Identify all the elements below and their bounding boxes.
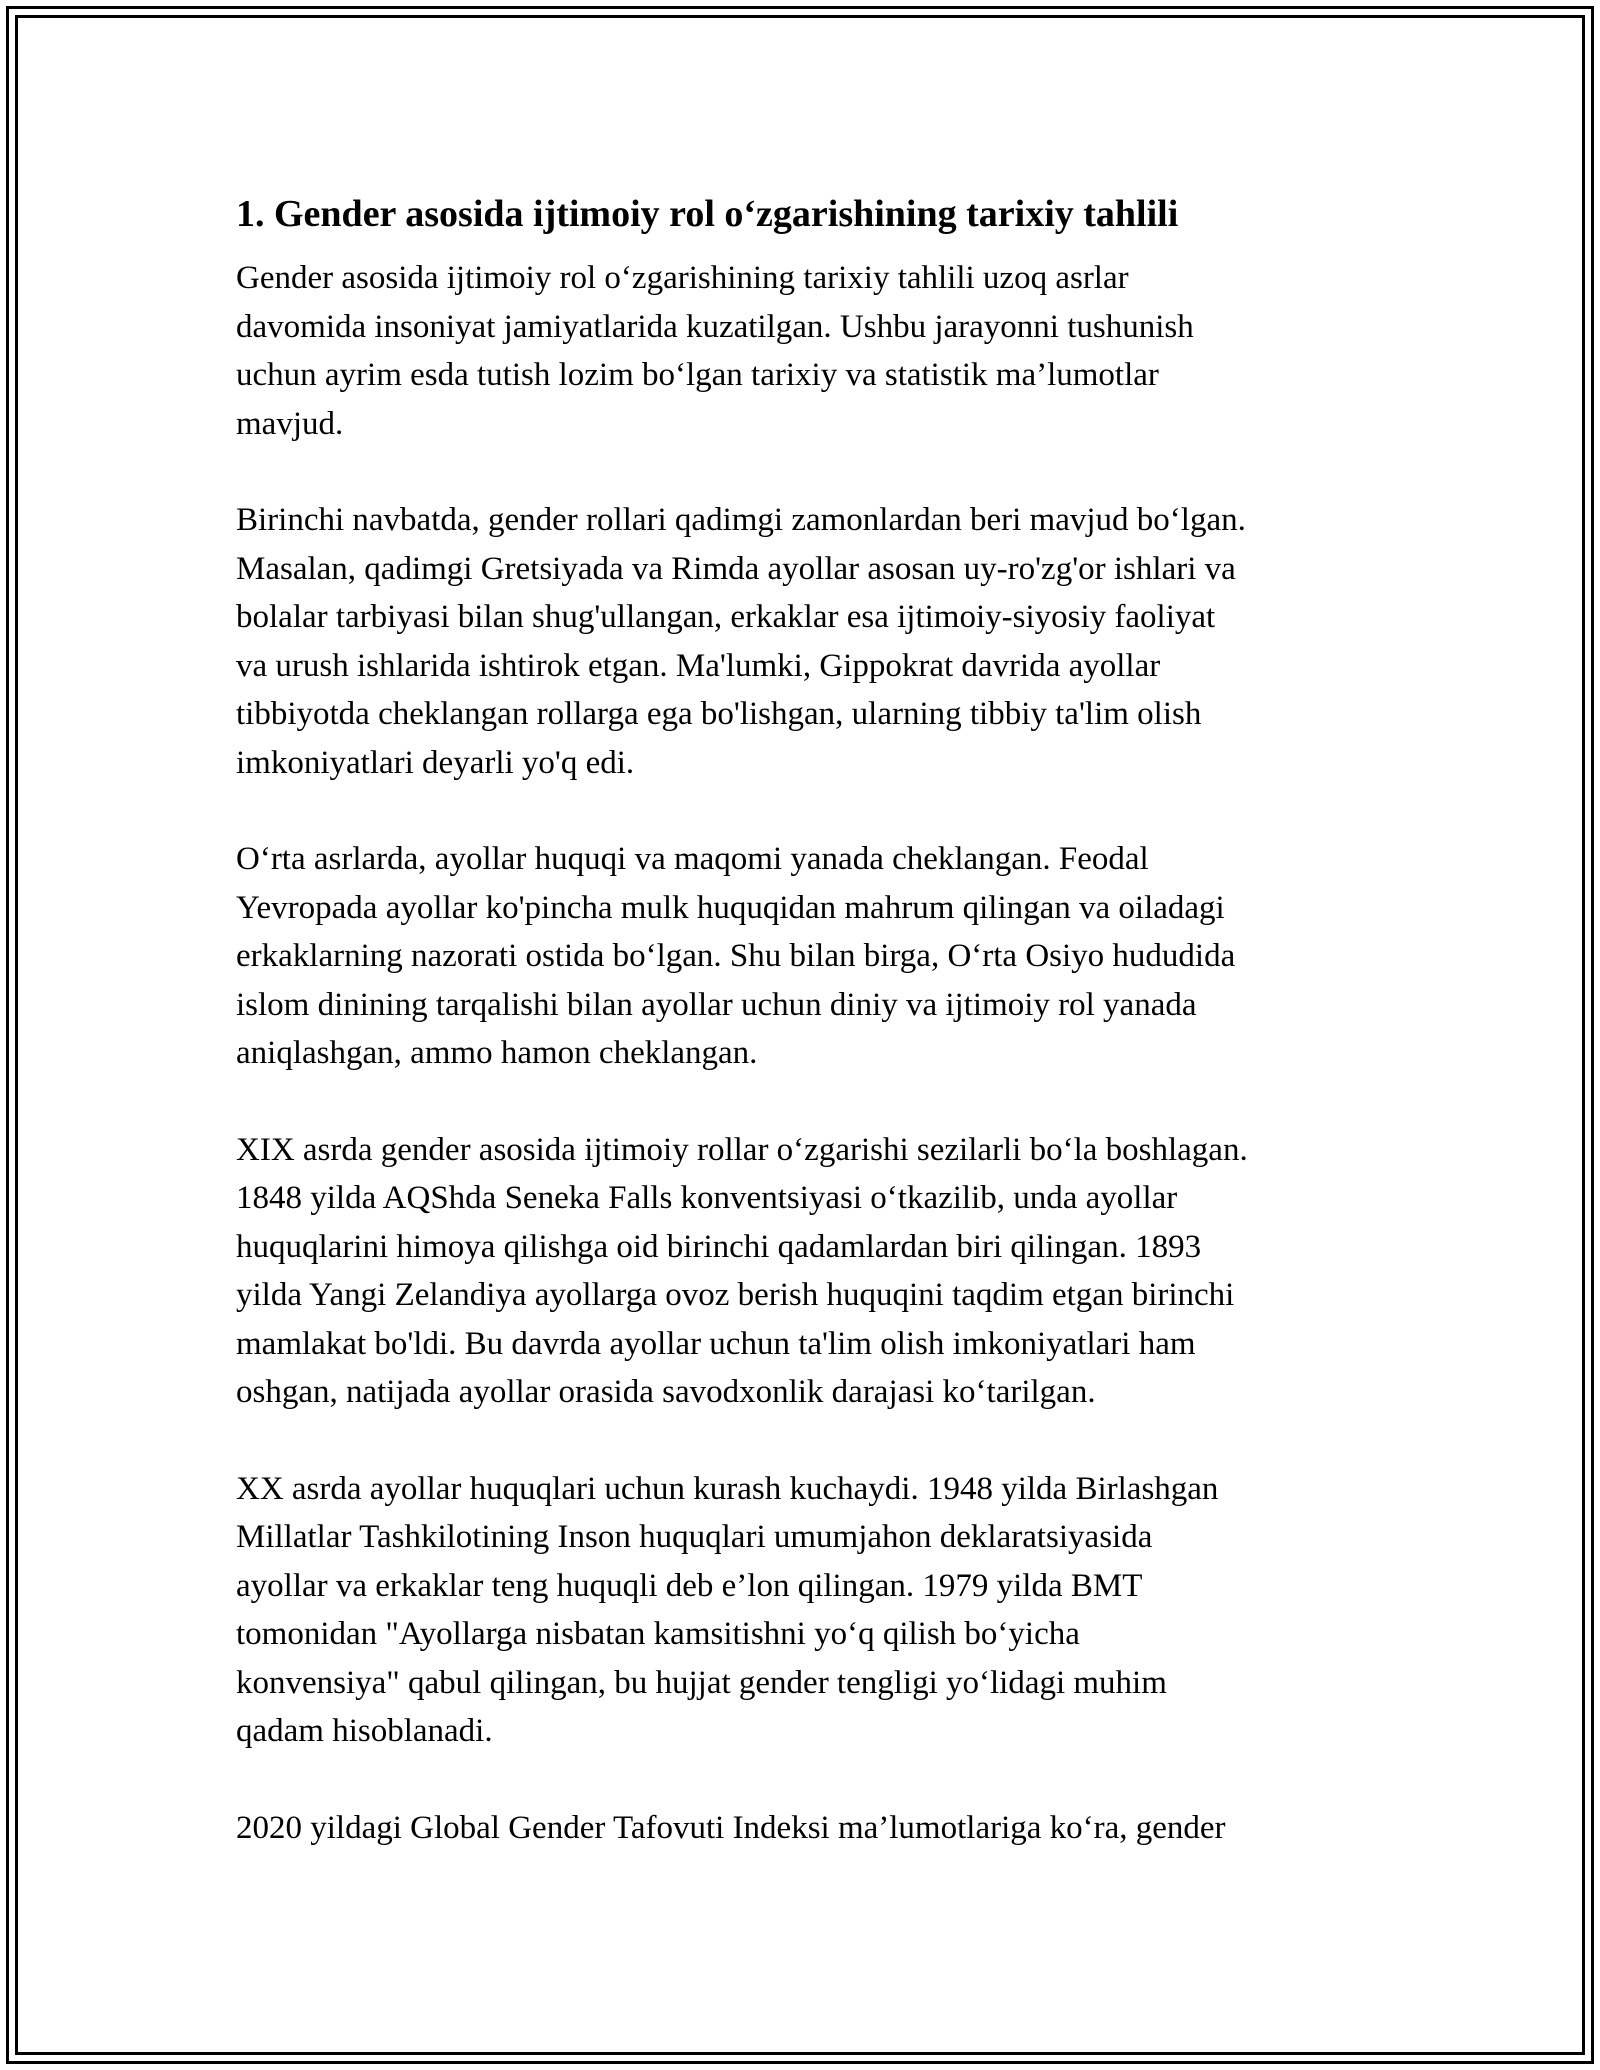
paragraph-ancient: Birinchi navbatda, gender rollari qadimgi zamonlardan beri mavjud bo‘lgan. Masalan, qadimgi Gretsiyada va Rimda ayollar asosan uy-ro'zg'or ishlari va bolalar tarbiyasi bilan shug'ullangan, erkaklar esa ijtimoiy-siyosiy faoliyat va urush ishlarida ishtirok etgan. Ma'lumki, Gippokrat davrida ayollar tibbiyotda cheklangan rollarga ega bo'lishgan, ularning tibbiy ta'lim olish imkoniyatlari deyarli yo'q edi. [236,502,1246,781]
paragraph-intro: Gender asosida ijtimoiy rol o‘zgarishining tarixiy tahlili uzoq asrlar davomida insoniyat jamiyatlarida kuzatilgan. Ushbu jarayonni tushunish uchun ayrim esda tutish lozim bo‘lgan tarixiy va statistik ma’lumotlar mavjud. [236,260,1194,442]
paragraph-19th-century: XIX asrda gender asosida ijtimoiy rollar o‘zgarishi sezilarli bo‘la boshlagan. 1848 yilda AQShda Seneka Falls konventsiyasi o‘tkazilib, unda ayollar huquqlarini himoya qilishga oid birinchi qadamlardan biri qilingan. 1893 yilda Yangi Zelandiya ayollarga ovoz berish huquqini taqdim etgan birinchi mamlakat bo'ldi. Bu davrda ayollar uchun ta'lim olish imkoniyatlari ham oshgan, natijada ayollar orasida savodxonlik darajasi ko‘tarilgan. [236,1131,1248,1410]
document-body [236,184,1366,1900]
paragraph-20th-century: XX asrda ayollar huquqlari uchun kurash kuchaydi. 1948 yilda Birlashgan Millatlar Tashkilotining Inson huquqlari umumjahon deklaratsiyasida ayollar va erkaklar teng huquqli deb e’lon qilingan. 1979 yilda BMT tomonidan "Ayollarga nisbatan kamsitishni yo‘q qilish bo‘yicha konvensiya" qabul qilingan, bu hujjat gender tengligi yo‘lidagi muhim qadam hisoblanadi. [236,1470,1219,1749]
paragraph-2020-index: 2020 yildagi Global Gender Tafovuti Indeksi ma’lumotlariga ko‘ra, gender [236,1809,1226,1846]
section-heading: 1. Gender asosida ijtimoiy rol o‘zgarishining tarixiy tahlili [236,193,1179,235]
paragraph-middle-ages: O‘rta asrlarda, ayollar huquqi va maqomi yanada cheklangan. Feodal Yevropada ayollar ko'pincha mulk huquqidan mahrum qilingan va oiladagi erkaklarning nazorati ostida bo‘lgan. Shu bilan birga, O‘rta Osiyo hududida islom dinining tarqalishi bilan ayollar uchun diniy va ijtimoiy rol yanada aniqlashgan, ammo hamon cheklangan. [236,841,1236,1071]
